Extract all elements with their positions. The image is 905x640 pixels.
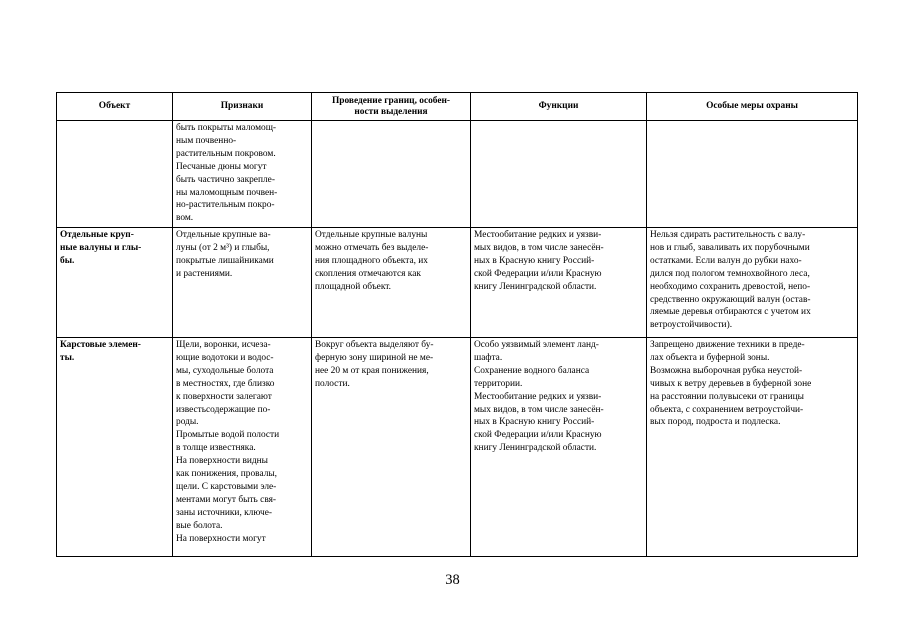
text-line: быть покрыты маломощ- [176, 123, 277, 133]
cell-borders [312, 338, 471, 557]
text-line: ния площадного объекта, их [315, 255, 428, 266]
text-line: можно отмечать без выделе- [315, 242, 429, 253]
text-line: но-растительным покро- [176, 200, 275, 211]
text-line: Местообитание редких и уязви- [474, 391, 602, 402]
text-line: Нельзя сдирать растительность с валу- [650, 230, 806, 240]
text-line: дился под пологом темнохвойного леса, [650, 268, 810, 279]
text-line: покрытые лишайниками [176, 255, 274, 266]
text-line: Щели, воронки, исчеза- [176, 340, 271, 350]
text-line: чивых к ветру деревьев в буферной зоне [650, 378, 812, 389]
text-line: Отдельные крупные ва- [176, 230, 271, 240]
text-line: и растениями. [176, 268, 233, 279]
text-line: Функции [538, 101, 579, 111]
text-line: вом. [176, 213, 194, 224]
text-line: лах объекта и буферной зоны. [650, 352, 770, 363]
cell-functions [471, 228, 647, 338]
text-line: ты. [60, 352, 75, 363]
text-line: ных в Красную книгу Россий- [474, 255, 595, 266]
text-line: в местностях, где близко [176, 378, 275, 389]
text-line: ные валуны и глы- [60, 242, 142, 253]
text-line: роды. [176, 417, 199, 428]
cell-object [57, 338, 173, 557]
text-line: На поверхности видны [176, 456, 268, 467]
text-line: нее 20 м от края понижения, [315, 365, 429, 376]
text-line: нов и глыб, заваливать их порубочными [650, 242, 810, 253]
text-line: Вокруг объекта выделяют бу- [315, 340, 434, 350]
text-line: книгу Ленинградской области. [474, 281, 597, 292]
text-line: Промытые водой полости [176, 430, 280, 441]
text-line: Отдельные крупные валуны [315, 230, 428, 240]
text-line: растительным покровом. [176, 148, 276, 159]
text-line: ности выделения [354, 106, 428, 117]
text-line: площадной объект. [315, 281, 391, 292]
text-line: средственно окружающий валун (остав- [650, 294, 811, 305]
text-line: луны (от 2 м³) и глыбы, [176, 242, 270, 253]
text-line: полости. [315, 378, 350, 389]
cell-object [57, 228, 173, 338]
text-line: быть частично закрепле- [176, 174, 275, 185]
text-line: шафта. [474, 352, 503, 363]
table-row [57, 338, 858, 557]
text-line: вых пород, подроста и подлеска. [650, 417, 781, 428]
protection-table [56, 92, 858, 557]
text-line: ской Федерации и/или Красную [474, 268, 602, 279]
text-line: ферную зону шириной не ме- [315, 352, 434, 363]
text-line: скопления отмечаются как [315, 268, 421, 279]
text-line: известьсодержащие по- [176, 404, 271, 415]
text-line: Сохранение водного баланса [474, 365, 590, 376]
text-line: мых видов, в том числе занесён- [474, 404, 604, 415]
text-line: Проведение границ, особен- [331, 95, 451, 106]
text-line: Объект [98, 101, 131, 111]
text-line: объекта, с сохранением ветроустойчи- [650, 404, 804, 415]
text-line: Особо уязвимый элемент ланд- [474, 340, 599, 350]
text-line: ветроустойчивости). [650, 320, 733, 331]
cell-signs [173, 338, 312, 557]
text-line: мых видов, в том числе занесён- [474, 242, 604, 253]
text-line: мы, суходольные болота [176, 365, 274, 376]
text-line: Песчаные дюны могут [176, 161, 267, 172]
text-line: заны источники, ключе- [176, 507, 273, 518]
text-line: территории. [474, 378, 523, 389]
cell-borders [312, 121, 471, 228]
text-line: щели. С карстовыми эле- [176, 481, 277, 492]
cell-functions [471, 338, 647, 557]
header-object [57, 93, 173, 121]
text-line: ской Федерации и/или Красную [474, 430, 602, 441]
text-line: На поверхности могут [176, 533, 266, 544]
text-line: ных в Красную книгу Россий- [474, 417, 595, 428]
text-line: Запрещено движение техники в преде- [650, 340, 805, 350]
header-row [57, 93, 858, 121]
cell-object [57, 121, 173, 228]
text-line: книгу Ленинградской области. [474, 443, 597, 454]
text-line: Карстовые элемен- [60, 340, 141, 350]
text-line: Отдельные круп- [60, 230, 134, 240]
text-line: к поверхности залегают [176, 391, 272, 402]
page-number: 38 [445, 572, 460, 588]
text-line: Особые меры охраны [706, 101, 798, 111]
text-line: Признаки [220, 101, 264, 111]
cell-functions [471, 121, 647, 228]
cell-borders [312, 228, 471, 338]
table-row [57, 121, 858, 228]
text-line: Возможна выборочная рубка неустой- [650, 365, 803, 376]
text-line: Местообитание редких и уязви- [474, 230, 602, 240]
text-line: как понижения, провалы, [176, 469, 278, 480]
text-line: бы. [60, 255, 75, 266]
table-row [57, 228, 858, 338]
text-line: в толще известняка. [176, 443, 256, 454]
text-line: на расстоянии полувысеки от границы [650, 391, 804, 402]
cell-protection [647, 228, 858, 338]
cell-protection [647, 121, 858, 228]
text-line: необходимо сохранить древостой, непо- [650, 281, 811, 292]
text-line: ляемые деревья отбираются с учетом их [650, 307, 811, 318]
header-borders [312, 93, 471, 121]
text-line: ющие водотоки и водос- [176, 352, 274, 363]
text-line: ным почвенно- [176, 135, 237, 146]
cell-signs [173, 121, 312, 228]
cell-signs [173, 228, 312, 338]
header-protection [647, 93, 858, 121]
cell-protection [647, 338, 858, 557]
text-line: остатками. Если валун до рубки нахо- [650, 255, 802, 266]
header-functions [471, 93, 647, 121]
text-line: ментами могут быть свя- [176, 494, 277, 505]
header-signs [173, 93, 312, 121]
text-line: вые болота. [176, 520, 223, 531]
text-line: ны маломощным почвен- [176, 187, 278, 198]
